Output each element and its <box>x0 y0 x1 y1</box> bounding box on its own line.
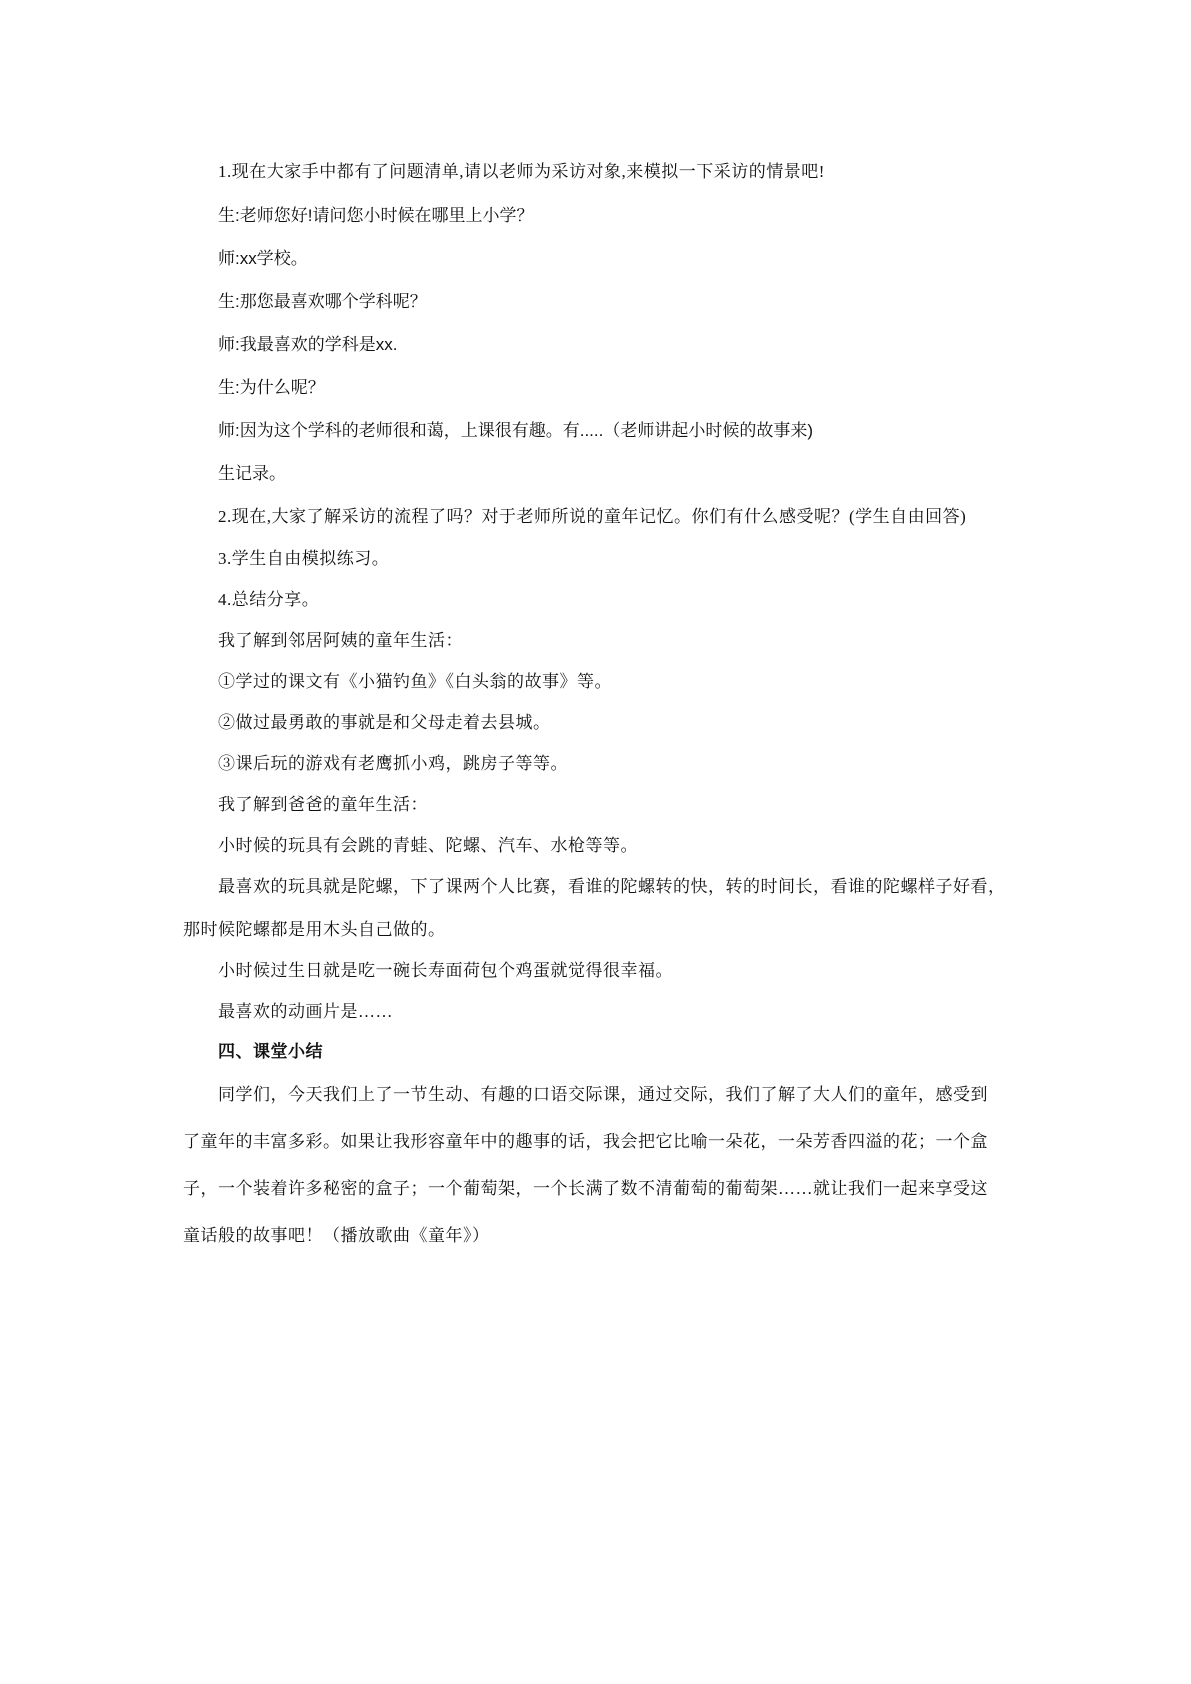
summary-paragraph-line-2: 了童年的丰富多彩。如果让我形容童年中的趣事的话，我会把它比喻一朵花，一朵芳香四溢的花；一个盒 <box>183 1132 988 1151</box>
dialogue-student-2: 生:那您最喜欢哪个学科呢？ <box>218 292 427 311</box>
dialogue-student-1: 生:老师您好!请问您小时候在哪里上小学？ <box>218 206 534 225</box>
dialogue-teacher-1: 师:xx学校。 <box>218 249 308 268</box>
dialogue-teacher-2: 师:我最喜欢的学科是xx. <box>218 335 398 354</box>
father-favorite-toy: 最喜欢的玩具就是陀螺，下了课两个人比赛，看谁的陀螺转的快，转的时间长，看谁的陀螺样子好看， <box>218 877 1006 896</box>
father-cartoon: 最喜欢的动画片是…… <box>218 1002 393 1021</box>
step-3-instruction: 3.学生自由模拟练习。 <box>218 549 390 568</box>
step-1-instruction: 1.现在大家手中都有了问题清单,请以老师为采访对象,来模拟一下采访的情景吧! <box>218 162 825 181</box>
neighbor-childhood-intro: 我了解到邻居阿姨的童年生活： <box>218 631 463 650</box>
father-childhood-intro: 我了解到爸爸的童年生活： <box>218 795 428 814</box>
neighbor-item-3: ③课后玩的游戏有老鹰抓小鸡，跳房子等等。 <box>218 754 568 773</box>
summary-paragraph-line-4: 童话般的故事吧！（播放歌曲《童年》） <box>183 1226 490 1245</box>
neighbor-item-1: ①学过的课文有《小猫钓鱼》《白头翁的故事》等。 <box>218 672 612 691</box>
summary-paragraph-line-1: 同学们，今天我们上了一节生动、有趣的口语交际课，通过交际，我们了解了大人们的童年，感受到 <box>218 1085 988 1104</box>
dialogue-teacher-3: 师:因为这个学科的老师很和蔼，上课很有趣。有.....（老师讲起小时候的故事来) <box>218 421 813 440</box>
neighbor-item-2: ②做过最勇敢的事就是和父母走着去县城。 <box>218 713 551 732</box>
father-birthday: 小时候过生日就是吃一碗长寿面荷包个鸡蛋就觉得很幸福。 <box>218 961 673 980</box>
summary-paragraph-line-3: 子，一个装着许多秘密的盒子；一个葡萄架，一个长满了数不清葡萄的葡萄架……就让我们一起来享受这 <box>183 1179 988 1198</box>
student-record-note: 生记录。 <box>218 464 286 483</box>
dialogue-student-3: 生:为什么呢？ <box>218 378 325 397</box>
section-heading: 四、课堂小结 <box>218 1042 323 1061</box>
step-4-instruction: 4.总结分享。 <box>218 590 320 609</box>
father-favorite-toy-cont: 那时候陀螺都是用木头自己做的。 <box>183 920 446 939</box>
step-2-instruction: 2.现在,大家了解采访的流程了吗？对于老师所说的童年记忆。你们有什么感受呢？(学生自由回答) <box>218 507 967 526</box>
father-toys: 小时候的玩具有会跳的青蛙、陀螺、汽车、水枪等等。 <box>218 836 638 855</box>
